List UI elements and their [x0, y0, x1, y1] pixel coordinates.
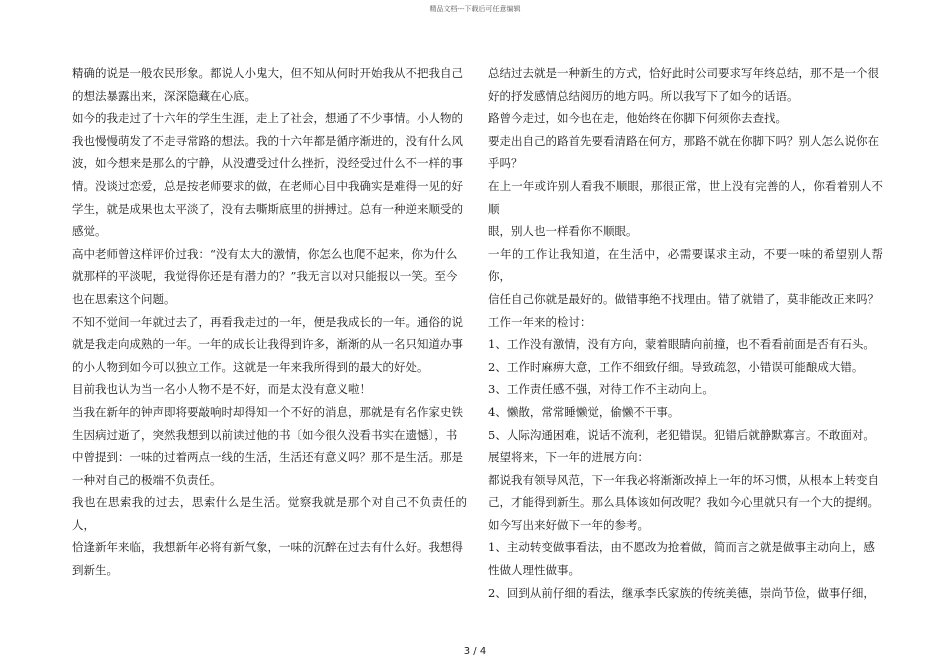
- text-line: 我也慢慢萌发了不走寻常路的想法。我的十六年都是循序渐进的，没有什么风: [72, 133, 463, 148]
- text-line: 如今写出来好做下一年的参考。: [488, 517, 649, 532]
- text-line: 高中老师曾这样评价过我：“没有太大的激情，你怎么也爬不起来，你为什么: [72, 246, 458, 261]
- text-line: 展望将来，下一年的进展方向：: [488, 450, 649, 465]
- text-line: 一年的工作让我知道，在生活中，必需要谋求主动，不要一味的希望别人帮你，: [488, 246, 883, 284]
- text-line: 如今的我走过了十六年的学生生涯，走上了社会，想通了不少事情。小人物的: [72, 111, 463, 126]
- text-line: 的小人物到如今可以独立工作。这就是一年来我所得到的最大的好处。: [72, 359, 429, 374]
- text-line: 目前我也认为当一名小人物不是不好，而是太没有意义啦！: [72, 382, 371, 397]
- text-line: 的想法暴露出来，深深隐藏在心底。: [72, 88, 256, 103]
- text-line: 学生，就是成果也太平淡了，没有去嘶斯底里的拼搏过。总有一种逆来顺受的: [72, 201, 463, 216]
- right-column: [488, 62, 883, 604]
- text-line: 3、工作责任感不强，对待工作不主动向上。: [488, 382, 714, 397]
- text-line: 情。没谈过恋爱，总是按老师要求的做，在老师心目中我确实是难得一见的好: [72, 178, 463, 193]
- text-line: 感觉。: [72, 224, 107, 239]
- text-line: 乎吗？: [488, 156, 523, 171]
- text-line: 也在思索这个问题。: [72, 291, 176, 306]
- text-line: 性做人理性做事。: [488, 563, 580, 578]
- text-line: 一种对自己的极端不负责任。: [72, 472, 222, 487]
- text-line: 总结过去就是一种新生的方式，恰好此时公司要求写年终总结，那不是一个很: [488, 66, 879, 80]
- text-line: 5、人际沟通困难，说话不流利，老犯错误。犯错后就静默寡言。不敢面对。: [488, 427, 875, 442]
- text-line: 都说我有领导风范，下一年我必将渐渐改掉上一年的坏习惯，从根本上转变自: [488, 472, 879, 487]
- text-line: 我也在思索我的过去，思索什么是生活。觉察我就是那个对自己不负责任的人，: [72, 495, 467, 532]
- page-number: 3 / 4: [463, 646, 487, 657]
- text-line: 好的抒发感情总结阅历的地方吗。所以我写下了如今的话语。: [488, 88, 799, 103]
- left-column: [72, 62, 467, 582]
- text-line: 1、主动转变做事看法，由不愿改为抢着做，简而言之就是做事主动向上，感: [488, 540, 875, 555]
- text-line: 2、工作时麻痹大意，工作不细致仔细。导致疏忽，小错误可能酿成大错。: [488, 359, 864, 374]
- text-line: 不知不觉间一年就过去了，再看我走过的一年，便是我成长的一年。通俗的说: [72, 314, 463, 329]
- text-line: 精确的说是一般农民形象。都说人小鬼大，但不知从何时开始我从不把我自己: [72, 66, 463, 80]
- text-line: 1、工作没有激情，没有方向，蒙着眼睛向前撞，也不看看前面是否有石头。: [488, 337, 875, 352]
- text-line: 要走出自己的路首先要看清路在何方，那路不就在你脚下吗？别人怎么说你在: [488, 133, 879, 148]
- text-line: 就是我走向成熟的一年。一年的成长让我得到许多，渐渐的从一名只知道办事: [72, 337, 463, 352]
- text-line: 眼，别人也一样看你不顺眼。: [488, 224, 638, 239]
- text-line: 生因病过逝了，突然我想到以前读过他的书〔如今很久没看书实在遗憾〕，书: [72, 427, 458, 442]
- document-header: 精品文档---下载后可任意编辑: [429, 5, 521, 13]
- text-line: 信任自己你就是最好的。做错事绝不找理由。错了就错了，莫非能改正来吗？: [488, 291, 879, 306]
- text-line: 路曾今走过，如今也在走，他始终在你脚下何须你去查找。: [488, 111, 787, 126]
- text-line: 当我在新年的钟声即将要敲响时却得知一个不好的消息，那就是有名作家史铁: [72, 404, 463, 419]
- text-line: 在上一年或许别人看我不顺眼，那很正常，世上没有完善的人，你看着别人不顺: [488, 178, 883, 216]
- text-line: 到新生。: [72, 563, 118, 578]
- text-line: 4、懒散，常常睡懒觉，偷懒不干事。: [488, 404, 680, 419]
- text-line: 工作一年来的检讨：: [488, 314, 592, 329]
- text-line: 恰逢新年来临，我想新年必将有新气象，一味的沉醉在过去有什么好。我想得: [72, 540, 463, 555]
- text-line: 己，才能得到新生。那么具体该如何改呢？我如今心里就只有一个大的提纲。: [488, 495, 879, 510]
- text-line: 2、回到从前仔细的看法，继承李氏家族的传统美德，崇尚节俭，做事仔细，: [488, 585, 875, 600]
- text-line: 波，如今想来是那么的宁静，从没遭受过什么挫折，没经受过什么不一样的事: [72, 156, 463, 171]
- text-line: 中曾提到：一味的过着两点一线的生活，生活还有意义吗？那不是生活。那是: [72, 450, 463, 465]
- text-line: 就那样的平淡呢，我觉得你还是有潜力的？”我无言以对只能报以一笑。至今: [72, 269, 458, 284]
